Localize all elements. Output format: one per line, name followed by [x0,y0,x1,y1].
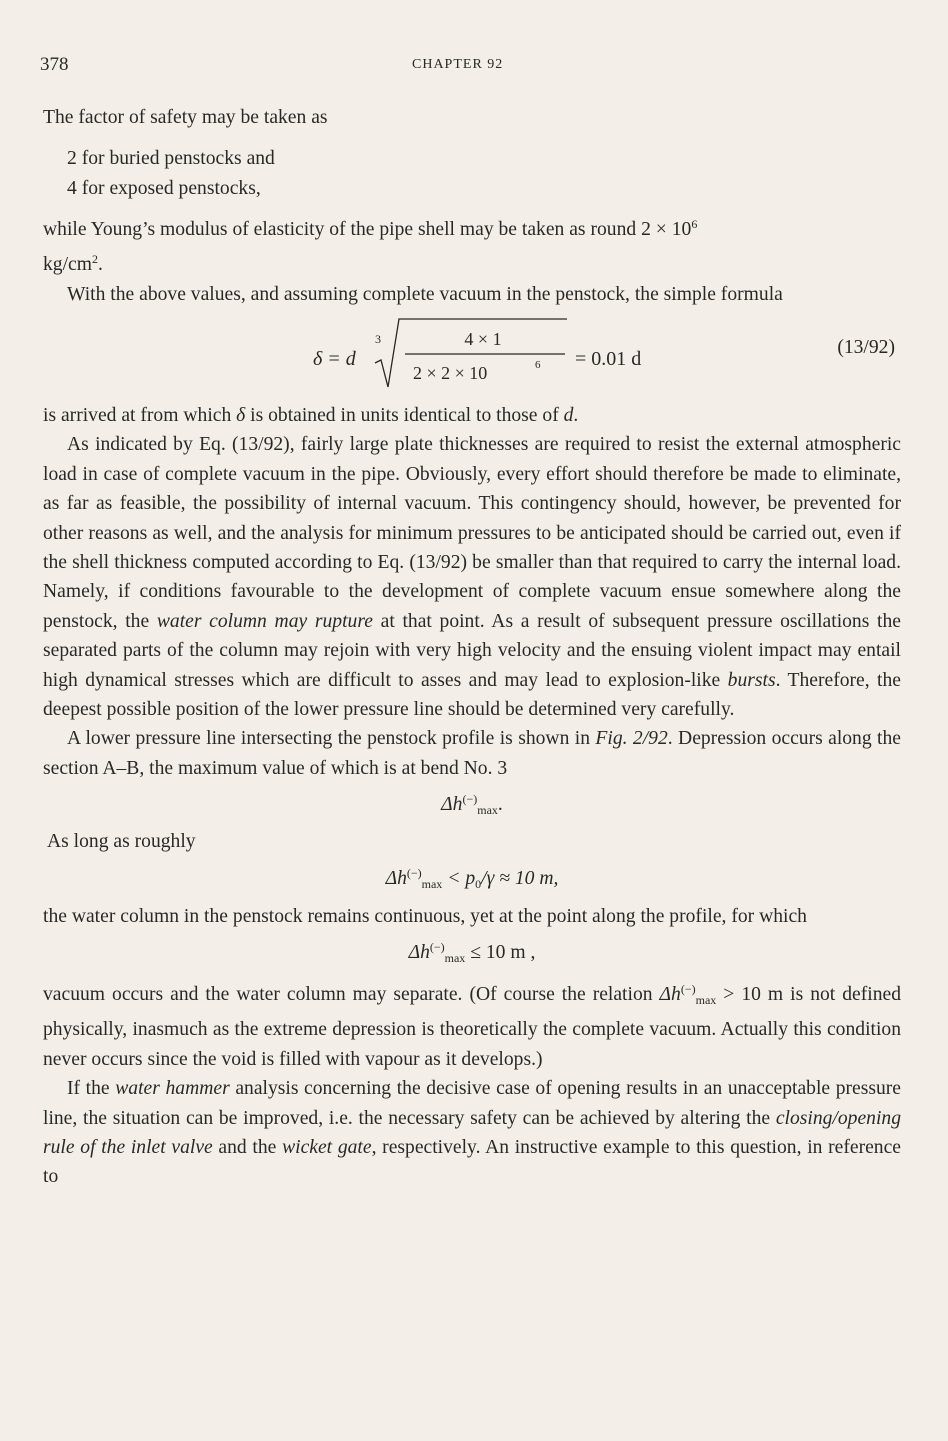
paragraph-simple-formula: With the above values, and assuming complete vacuum in the penstock, the simple formula [67,283,783,305]
text: vacuum occurs and the water column may separate. (Of course the relation [43,984,660,1006]
emphasis-wicket-gate: wicket gate [282,1137,372,1159]
eq-den-exponent: 6 [535,359,541,371]
superscript: (−) [429,940,445,955]
eq-rhs: = 0.01 d [575,348,642,370]
text: A lower pressure line intersecting the penstock profile is shown in [67,728,596,750]
subscript: max [695,993,717,1008]
symbol-delta: δ [236,405,246,426]
cube-root-formula [313,311,642,399]
text: and the [212,1137,283,1159]
paragraph-safety-factor: The factor of safety may be taken as [43,107,328,128]
text-as-long-as: As long as roughly [47,831,196,853]
equation-number: (13/92) [837,337,895,358]
text: while Young’s modulus of elasticity of the pipe shell may be taken as round 2 × 10 [43,219,692,241]
list-item: 4 for exposed penstocks, [67,178,261,200]
subscript: max [444,950,466,965]
symbol-dh: Δh [408,942,430,964]
text: < p [442,868,476,890]
page-body [43,103,901,1192]
superscript: (−) [462,792,478,807]
text: . [573,405,579,426]
text: /γ ≈ 10 m, [481,868,559,890]
paragraph-lower-pressure-line [43,724,901,783]
subscript: max [421,877,443,892]
page-number: 378 [40,54,69,75]
text: analysis concerning the decisive case of opening results in an unacceptable pressure line, the situation can be improved, i.e. the necessary safety can be achieved by altering the [43,1078,901,1129]
text: . Therefore, the deepest possible position of the lower pressure line should be determined very carefully. [43,669,901,721]
text: kg/cm [43,254,92,276]
paragraph-youngs-modulus [43,210,901,279]
text: . Depression occurs along the section A–B, the maximum value of which is at bend No. 3 [43,728,901,779]
emphasis-water-hammer: water hammer [115,1078,230,1100]
text: > 10 m is not defined physically, inasmuch as the extreme depression is theoretically the complete vacuum. Actually this condition never occurs since the void is filled with vapour as it develops.) [43,984,901,1070]
superscript: 2 [91,252,98,266]
text: is arrived at from which [43,405,237,426]
root-index: 3 [375,332,381,346]
superscript: (−) [406,866,422,881]
row-as-long-as [43,827,901,857]
eq-denominator: 2 × 2 × 10 [413,363,488,383]
display-dh-max [43,785,901,825]
text: . [497,794,503,816]
superscript: (−) [680,982,696,997]
text: If the [67,1078,116,1100]
paragraph-units [43,401,901,430]
display-inequality-2 [43,933,901,973]
paragraph-vacuum-analysis [43,430,901,724]
equation-13-92 [43,309,901,401]
superscript: 6 [691,217,698,232]
symbol-dh: Δh [385,868,407,890]
text: . [97,254,103,276]
subscript: 0 [475,877,482,892]
emphasis-closing-rule: closing/opening rule of the inlet valve [43,1107,901,1159]
paragraph-water-column-continuous: the water column in the penstock remains continuous, yet at the point along the profile, for which [43,905,807,927]
eq-lhs: δ = d [313,348,356,370]
symbol-dh: Δh [441,794,463,816]
paragraph-water-hammer [43,1074,901,1192]
symbol-d: d [563,405,574,426]
symbol-dh: Δh [659,984,681,1006]
text: ≤ 10 m , [465,942,536,964]
emphasis-bursts: bursts [727,669,776,691]
running-header: CHAPTER 92 [412,57,504,72]
list-item: 2 for buried penstocks and [67,148,275,170]
display-inequality-1 [43,859,901,899]
safety-factor-list [43,144,901,204]
text: is obtained in units identical to those of [245,405,564,426]
figure-reference: Fig. 2/92 [595,728,668,750]
text: , respectively. An instructive example to this question, in reference to [43,1137,901,1188]
emphasis-water-column-rupture: water column may rupture [156,610,373,632]
text: As indicated by Eq. (13/92), fairly large plate thicknesses are required to resist the external atmospheric load in case of complete vacuum in the pipe. Obviously, every effort should therefore be made to eliminate, as far as feasible, the possibility of internal vacuum. This contingency should, however, be prevented for other reasons as well, and the analysis for minimum pressures to be anticipated should be carried out, even if the shell thickness computed according to Eq. (13/92) be smaller than that required to carry the internal load. Namely, if conditions favourable to the development of complete vacuum ensue somewhere along the penstock, the [43,434,901,632]
eq-numerator: 4 × 1 [464,329,502,349]
subscript: max [477,803,498,818]
paragraph-vacuum-occurs [43,975,901,1074]
text: at that point. As a result of subsequent pressure oscillations the separated parts of the column may rejoin with very high velocity and the ensuing violent impact may entail high dynamical stresses which are difficult to asses and may lead to explosion-like [43,610,901,691]
